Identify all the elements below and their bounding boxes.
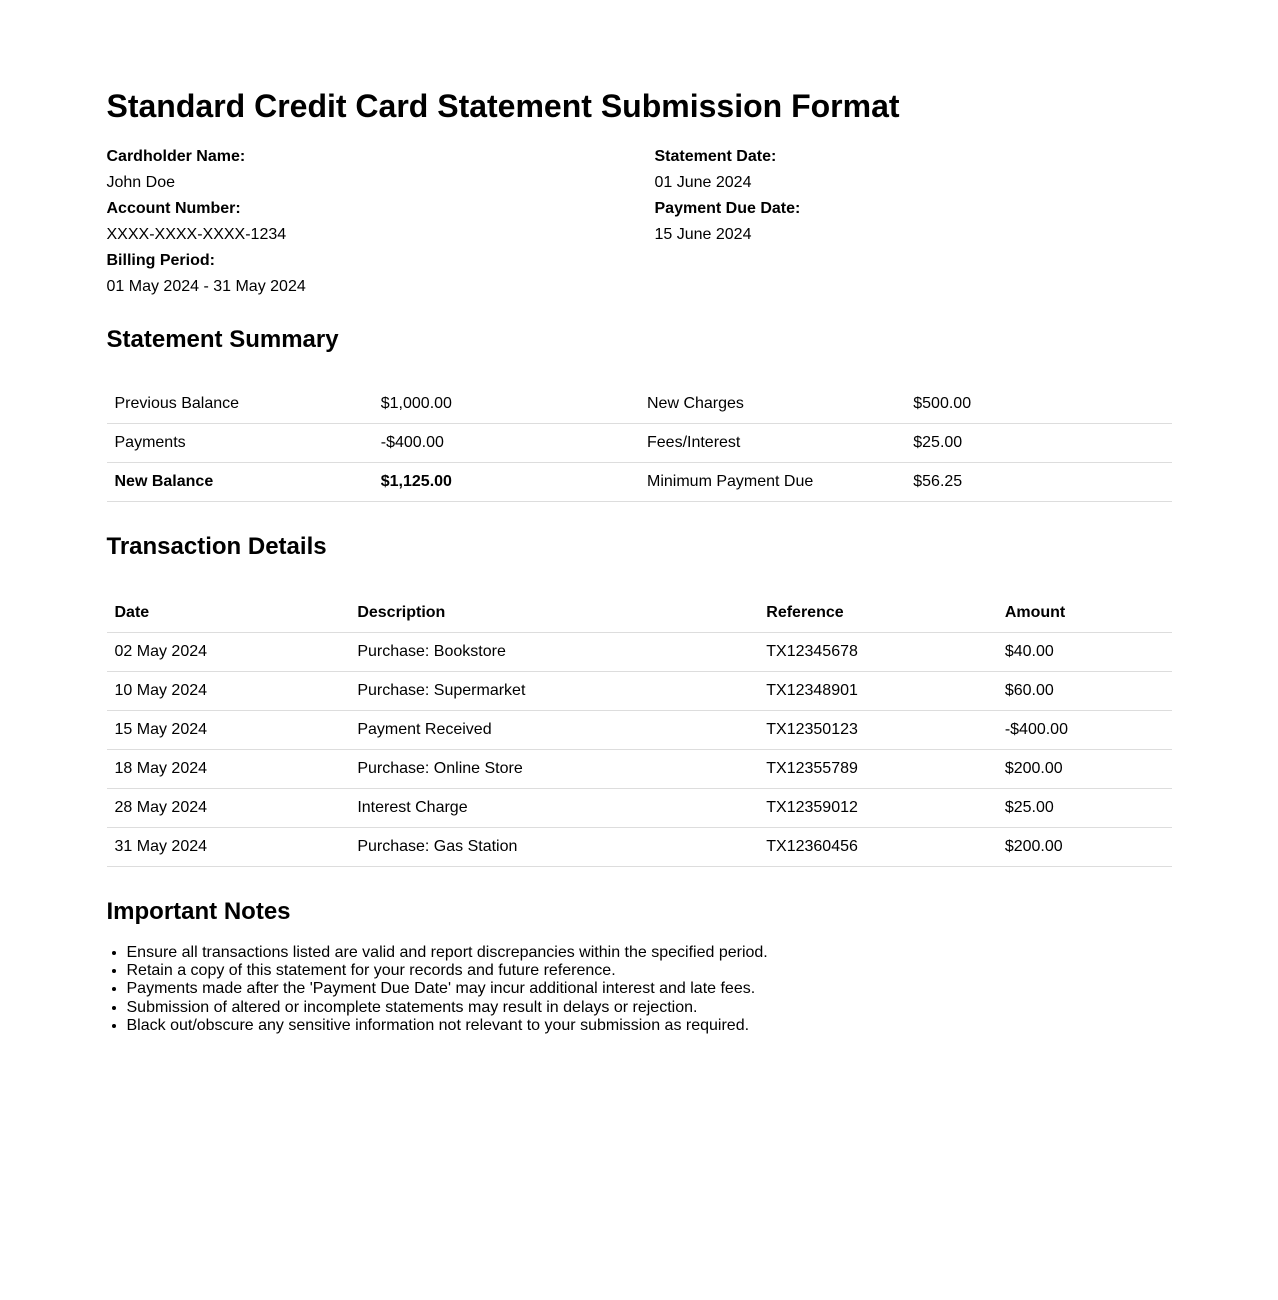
tx-reference: TX12345678 (758, 632, 997, 671)
tx-amount: $40.00 (997, 632, 1172, 671)
summary-label: Fees/Interest (639, 424, 905, 463)
table-row (107, 788, 1172, 827)
list-item: • Retain a copy of this statement for your records and future reference. (127, 962, 1172, 980)
page-title: Standard Credit Card Statement Submission Format (106, 88, 900, 124)
account-info-section (107, 144, 1172, 300)
table-row (107, 710, 1172, 749)
tx-description: Purchase: Supermarket (349, 671, 758, 710)
table-row (107, 749, 1172, 788)
statement-date-value: 01 June 2024 (654, 173, 752, 191)
account-info-left-column (107, 144, 655, 300)
column-header-reference: Reference (758, 594, 997, 633)
transaction-details-table (107, 594, 1172, 867)
tx-date: 28 May 2024 (107, 788, 350, 827)
list-item: • Black out/obscure any sensitive information not relevant to your submission as required. (127, 1017, 1172, 1035)
table-row (107, 827, 1172, 866)
cardholder-name-label: Cardholder Name: (106, 147, 246, 165)
summary-value: -$400.00 (373, 424, 639, 463)
summary-label: New Balance (107, 463, 373, 502)
payment-due-date-value: 15 June 2024 (654, 225, 752, 243)
column-header-description: Description (349, 594, 758, 633)
list-item: • Submission of altered or incomplete statements may result in delays or rejection. (127, 999, 1172, 1017)
tx-amount: $60.00 (997, 671, 1172, 710)
transactions-header-row (107, 594, 1172, 633)
summary-value: $1,125.00 (373, 463, 639, 502)
tx-description: Payment Received (349, 710, 758, 749)
important-notes-list (107, 944, 1172, 1036)
summary-label: Previous Balance (107, 385, 373, 424)
column-header-date: Date (107, 594, 350, 633)
statement-date-label: Statement Date: (654, 147, 777, 165)
tx-date: 02 May 2024 (107, 632, 350, 671)
table-row (107, 632, 1172, 671)
tx-date: 15 May 2024 (107, 710, 350, 749)
statement-document (107, 0, 1172, 1036)
tx-date: 31 May 2024 (107, 827, 350, 866)
billing-period-label: Billing Period: (106, 251, 215, 269)
account-number-label: Account Number: (106, 199, 241, 217)
transactions-section-heading: Transaction Details (106, 533, 327, 561)
list-item: • Payments made after the 'Payment Due Date' may incur additional interest and late fees. (127, 980, 1172, 998)
summary-section-heading: Statement Summary (106, 325, 339, 353)
tx-reference: TX12348901 (758, 671, 997, 710)
summary-value: $500.00 (905, 385, 1171, 424)
tx-amount: $25.00 (997, 788, 1172, 827)
summary-row (107, 424, 1172, 463)
summary-value: $56.25 (905, 463, 1171, 502)
tx-date: 10 May 2024 (107, 671, 350, 710)
tx-amount: $200.00 (997, 749, 1172, 788)
payment-due-date-label: Payment Due Date: (654, 199, 801, 217)
tx-reference: TX12360456 (758, 827, 997, 866)
tx-amount: -$400.00 (997, 710, 1172, 749)
tx-description: Purchase: Online Store (349, 749, 758, 788)
notes-section-heading: Important Notes (106, 897, 291, 925)
tx-description: Purchase: Gas Station (349, 827, 758, 866)
tx-description: Interest Charge (349, 788, 758, 827)
table-row (107, 671, 1172, 710)
summary-label: Payments (107, 424, 373, 463)
summary-value: $1,000.00 (373, 385, 639, 424)
statement-summary-table (107, 385, 1172, 502)
summary-value: $25.00 (905, 424, 1171, 463)
tx-amount: $200.00 (997, 827, 1172, 866)
tx-reference: TX12350123 (758, 710, 997, 749)
tx-reference: TX12359012 (758, 788, 997, 827)
account-number-value: XXXX-XXXX-XXXX-1234 (106, 225, 287, 243)
summary-label: New Charges (639, 385, 905, 424)
cardholder-name-value: John Doe (106, 173, 175, 191)
billing-period-value: 01 May 2024 - 31 May 2024 (106, 277, 306, 295)
summary-label: Minimum Payment Due (639, 463, 905, 502)
summary-row-new-balance (107, 463, 1172, 502)
account-info-right-column (655, 144, 1172, 300)
column-header-amount: Amount (997, 594, 1172, 633)
tx-description: Purchase: Bookstore (349, 632, 758, 671)
list-item: • Ensure all transactions listed are valid and report discrepancies within the specified period. (127, 944, 1172, 962)
tx-reference: TX12355789 (758, 749, 997, 788)
tx-date: 18 May 2024 (107, 749, 350, 788)
summary-row (107, 385, 1172, 424)
